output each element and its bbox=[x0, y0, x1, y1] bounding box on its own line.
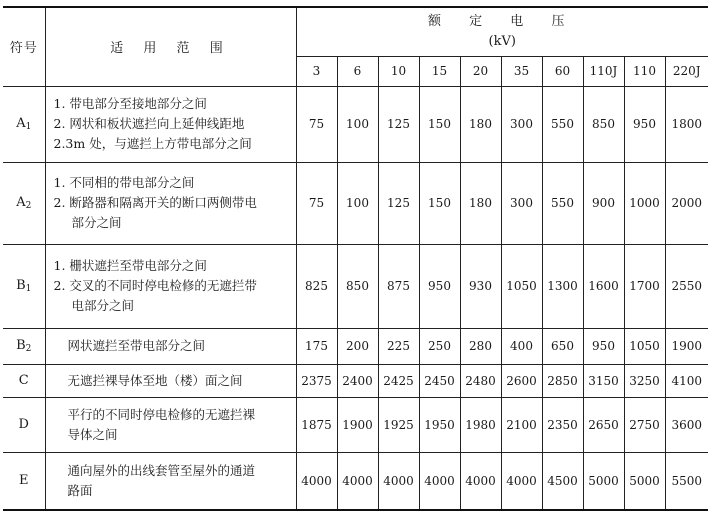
symbol-subscript: 1 bbox=[25, 122, 32, 132]
scope-line: 1. 带电部分至接地部分之间 bbox=[53, 96, 207, 111]
clearance-value: 1875 bbox=[296, 397, 337, 452]
clearance-value: 4000 bbox=[501, 452, 542, 510]
clearance-value: 1000 bbox=[624, 162, 665, 244]
symbol-letter: A bbox=[16, 195, 26, 210]
voltage-level: 10 bbox=[378, 56, 419, 86]
clearance-value: 75 bbox=[296, 86, 337, 162]
clearance-value: 2350 bbox=[542, 397, 583, 452]
clearance-value: 5000 bbox=[624, 452, 665, 510]
clearance-value: 150 bbox=[419, 162, 460, 244]
scope-header: 适 用 范 围 bbox=[45, 7, 296, 86]
symbol-subscript: 2 bbox=[25, 344, 32, 354]
scope-line: 无遮拦裸导体至地（楼）面之间 bbox=[67, 372, 243, 388]
scope-line: 网状遮拦至带电部分之间 bbox=[67, 338, 206, 353]
row-symbol bbox=[3, 452, 45, 510]
table-row bbox=[3, 452, 708, 510]
clearance-value: 1300 bbox=[542, 244, 583, 328]
scope-line: 1. 栅状遮拦至带电部分之间 bbox=[53, 258, 207, 273]
clearance-value: 2650 bbox=[583, 397, 624, 452]
row-scope bbox=[45, 364, 296, 397]
table-row bbox=[3, 328, 708, 364]
clearance-value: 2850 bbox=[542, 364, 583, 397]
row-symbol bbox=[3, 244, 45, 328]
scope-line: 2. 断路器和隔离开关的断口两侧带电 bbox=[53, 195, 257, 210]
clearance-value: 950 bbox=[419, 244, 460, 328]
clearance-value: 825 bbox=[296, 244, 337, 328]
voltage-level: 20 bbox=[460, 56, 501, 86]
voltage-level: 110 bbox=[624, 56, 665, 86]
clearance-value: 280 bbox=[460, 328, 501, 364]
scope-line: 导体之间 bbox=[67, 426, 118, 442]
row-symbol bbox=[3, 397, 45, 452]
clearance-value: 2425 bbox=[378, 364, 419, 397]
voltage-level: 110J bbox=[583, 56, 624, 86]
table-body bbox=[3, 86, 708, 510]
clearance-value: 300 bbox=[501, 162, 542, 244]
clearance-value: 1800 bbox=[665, 86, 708, 162]
scope-line: 2. 交叉的不同时停电检修的无遮拦带 bbox=[53, 278, 257, 293]
clearance-value: 4000 bbox=[296, 452, 337, 510]
row-symbol bbox=[3, 328, 45, 364]
scope-line: 路面 bbox=[67, 482, 93, 498]
clearance-value: 200 bbox=[337, 328, 378, 364]
clearance-value: 2600 bbox=[501, 364, 542, 397]
table-row bbox=[3, 86, 708, 162]
clearance-value: 1900 bbox=[337, 397, 378, 452]
row-scope bbox=[45, 86, 296, 162]
clearance-value: 950 bbox=[624, 86, 665, 162]
clearance-value: 2750 bbox=[624, 397, 665, 452]
clearance-table bbox=[3, 6, 708, 511]
clearance-value: 1950 bbox=[419, 397, 460, 452]
scope-line: 1. 不同相的带电部分之间 bbox=[53, 175, 195, 190]
symbol-header: 符号 bbox=[3, 7, 45, 86]
symbol-letter: B bbox=[16, 278, 26, 293]
symbol-subscript: 1 bbox=[25, 284, 32, 294]
clearance-value: 2000 bbox=[665, 162, 708, 244]
clearance-value: 75 bbox=[296, 162, 337, 244]
row-scope bbox=[45, 397, 296, 452]
clearance-value: 550 bbox=[542, 162, 583, 244]
clearance-value: 2550 bbox=[665, 244, 708, 328]
voltage-level: 220J bbox=[665, 56, 708, 86]
voltage-level: 3 bbox=[296, 56, 337, 86]
clearance-value: 4100 bbox=[665, 364, 708, 397]
voltage-level: 35 bbox=[501, 56, 542, 86]
clearance-value: 2480 bbox=[460, 364, 501, 397]
symbol-letter: B bbox=[16, 338, 26, 353]
clearance-value: 4000 bbox=[460, 452, 501, 510]
clearance-value: 1925 bbox=[378, 397, 419, 452]
clearance-value: 1050 bbox=[501, 244, 542, 328]
row-scope bbox=[45, 328, 296, 364]
clearance-value: 850 bbox=[337, 244, 378, 328]
voltage-header bbox=[296, 7, 708, 56]
clearance-value: 4000 bbox=[378, 452, 419, 510]
clearance-value: 3600 bbox=[665, 397, 708, 452]
clearance-value: 125 bbox=[378, 86, 419, 162]
symbol-letter: C bbox=[18, 373, 29, 388]
scope-line: 通向屋外的出线套管至屋外的通道 bbox=[67, 462, 256, 478]
clearance-value: 2450 bbox=[419, 364, 460, 397]
clearance-value: 1980 bbox=[460, 397, 501, 452]
clearance-value: 875 bbox=[378, 244, 419, 328]
table-row bbox=[3, 364, 708, 397]
clearance-value: 1700 bbox=[624, 244, 665, 328]
scope-line: 电部分之间 bbox=[71, 298, 135, 313]
clearance-value: 650 bbox=[542, 328, 583, 364]
scope-line: 2.3m 处，与遮拦上方带电部分之间 bbox=[53, 136, 252, 151]
row-symbol bbox=[3, 162, 45, 244]
row-scope bbox=[45, 452, 296, 510]
row-symbol bbox=[3, 364, 45, 397]
clearance-value: 4000 bbox=[337, 452, 378, 510]
voltage-level: 15 bbox=[419, 56, 460, 86]
clearance-value: 930 bbox=[460, 244, 501, 328]
clearance-value: 2375 bbox=[296, 364, 337, 397]
clearance-value: 225 bbox=[378, 328, 419, 364]
voltage-title: 额 定 电 压 bbox=[428, 13, 577, 29]
row-scope bbox=[45, 162, 296, 244]
row-symbol bbox=[3, 86, 45, 162]
table-header bbox=[3, 7, 708, 86]
clearance-value: 850 bbox=[583, 86, 624, 162]
clearance-value: 100 bbox=[337, 162, 378, 244]
clearance-value: 550 bbox=[542, 86, 583, 162]
clearance-value: 1900 bbox=[665, 328, 708, 364]
symbol-subscript: 2 bbox=[25, 201, 32, 211]
clearance-value: 4500 bbox=[542, 452, 583, 510]
symbol-letter: A bbox=[16, 116, 26, 131]
clearance-value: 180 bbox=[460, 162, 501, 244]
table-row bbox=[3, 397, 708, 452]
clearance-value: 2400 bbox=[337, 364, 378, 397]
symbol-letter: D bbox=[18, 417, 29, 432]
clearance-value: 125 bbox=[378, 162, 419, 244]
scope-line: 部分之间 bbox=[71, 215, 122, 230]
clearance-value: 900 bbox=[583, 162, 624, 244]
clearance-value: 950 bbox=[583, 328, 624, 364]
clearance-table-container bbox=[3, 6, 708, 511]
clearance-value: 300 bbox=[501, 86, 542, 162]
clearance-value: 5000 bbox=[583, 452, 624, 510]
clearance-value: 180 bbox=[460, 86, 501, 162]
clearance-value: 3250 bbox=[624, 364, 665, 397]
voltage-level: 6 bbox=[337, 56, 378, 86]
row-scope bbox=[45, 244, 296, 328]
clearance-value: 175 bbox=[296, 328, 337, 364]
voltage-unit: (kV) bbox=[488, 33, 516, 49]
scope-line: 平行的不同时停电检修的无遮拦裸 bbox=[67, 406, 256, 422]
scope-line: 2. 网状和板状遮拦向上延伸线距地 bbox=[53, 116, 245, 131]
table-row bbox=[3, 244, 708, 328]
symbol-letter: E bbox=[19, 473, 29, 489]
clearance-value: 150 bbox=[419, 86, 460, 162]
clearance-value: 4000 bbox=[419, 452, 460, 510]
voltage-level: 60 bbox=[542, 56, 583, 86]
clearance-value: 2100 bbox=[501, 397, 542, 452]
clearance-value: 100 bbox=[337, 86, 378, 162]
clearance-value: 1600 bbox=[583, 244, 624, 328]
table-row bbox=[3, 162, 708, 244]
clearance-value: 3150 bbox=[583, 364, 624, 397]
clearance-value: 5500 bbox=[665, 452, 708, 510]
clearance-value: 1050 bbox=[624, 328, 665, 364]
clearance-value: 400 bbox=[501, 328, 542, 364]
clearance-value: 250 bbox=[419, 328, 460, 364]
